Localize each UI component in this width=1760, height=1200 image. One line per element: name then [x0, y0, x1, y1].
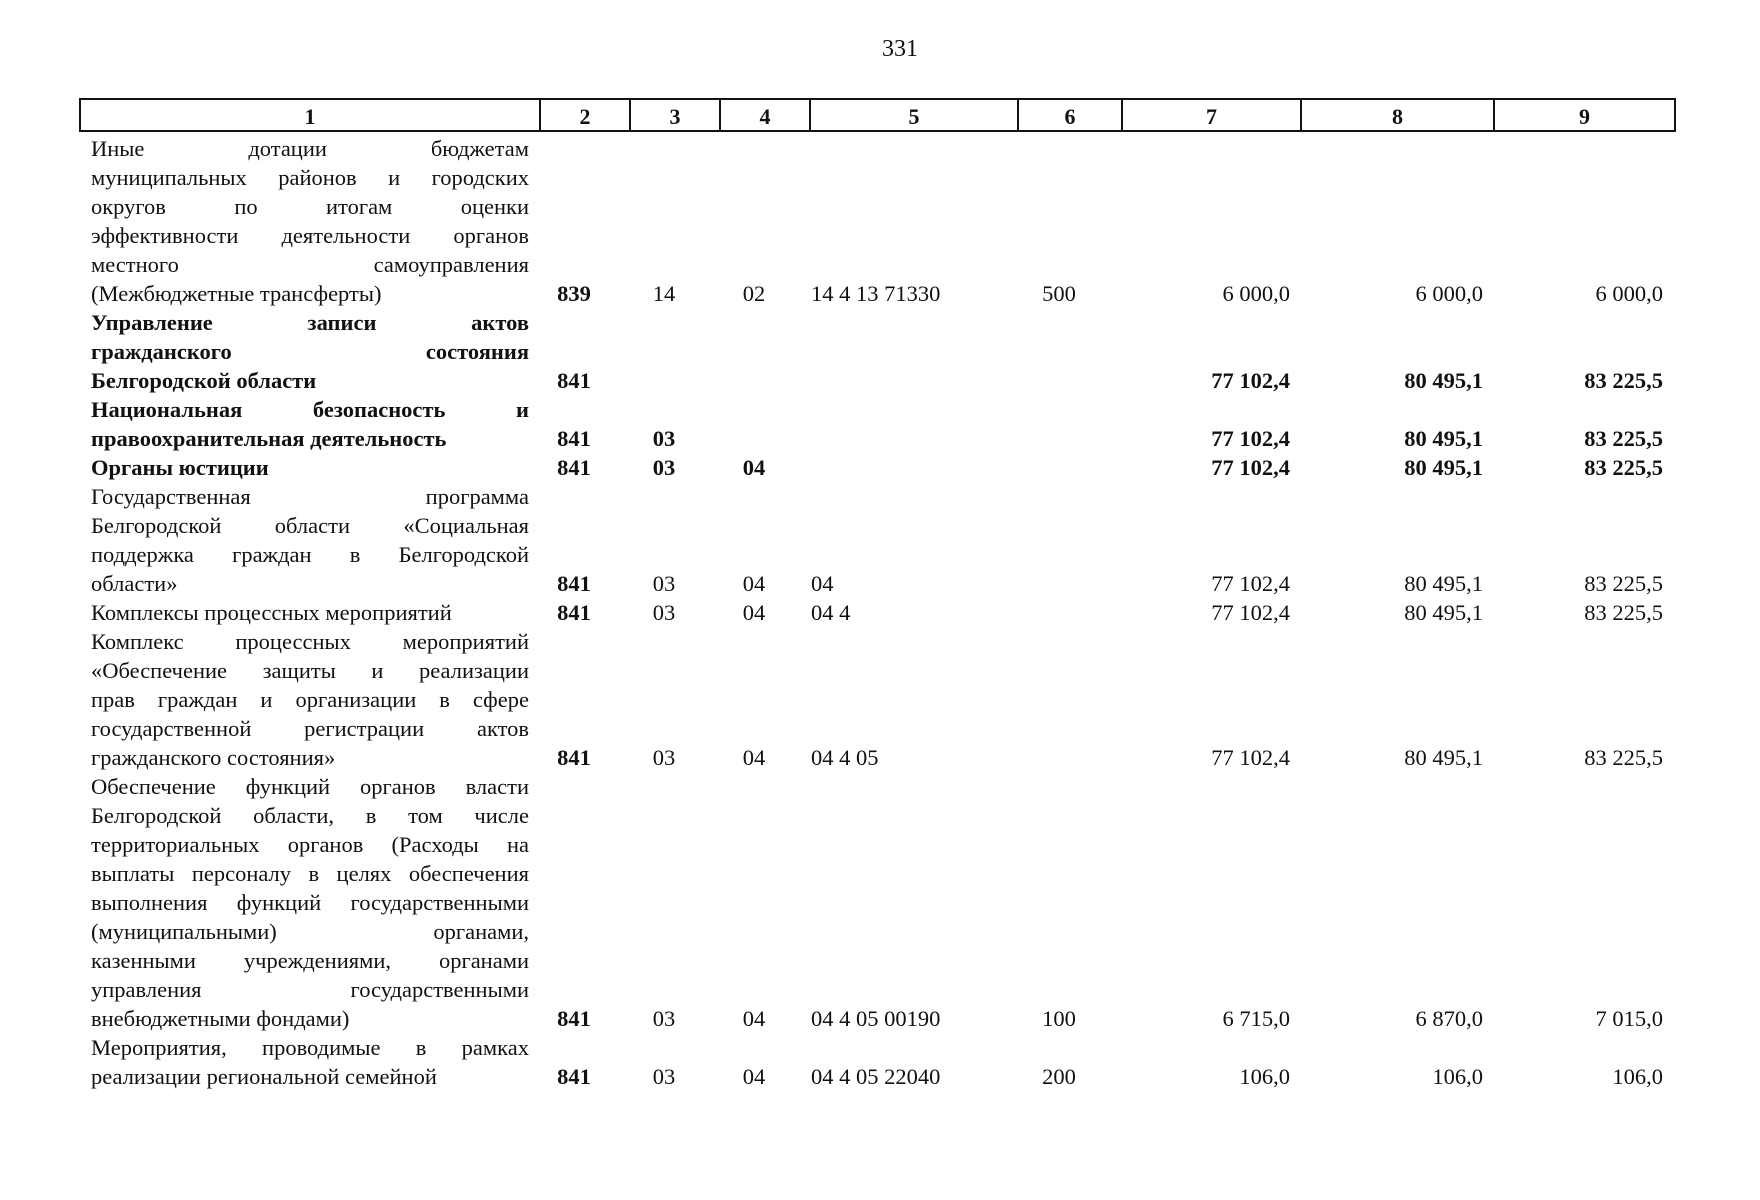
code-subsection: 04 — [742, 455, 766, 480]
row-description — [91, 308, 529, 395]
description-line: Иные дотации бюджетам — [91, 136, 529, 161]
amount-year-1: 77 102,4 — [1211, 600, 1290, 625]
table-row — [91, 772, 1671, 1033]
description-line: государственной регистрации актов — [91, 716, 529, 741]
header-col-5: 5 — [810, 99, 1018, 131]
code-subsection: 04 — [742, 1064, 766, 1089]
description-line: Управление записи актов — [91, 310, 529, 335]
code-subsection: 02 — [742, 281, 766, 306]
code-target-article: 04 4 — [811, 600, 851, 625]
description-line: (муниципальными) органами, — [91, 919, 529, 944]
code-ministry: 841 — [557, 1064, 591, 1089]
amount-year-3: 83 225,5 — [1584, 571, 1663, 596]
code-section: 03 — [652, 571, 676, 596]
code-target-article: 04 4 05 00190 — [811, 1006, 941, 1031]
amount-year-3: 106,0 — [1612, 1064, 1663, 1089]
amount-year-2: 6 000,0 — [1415, 281, 1483, 306]
amount-year-3: 83 225,5 — [1584, 745, 1663, 770]
description-line: казенными учреждениями, органами — [91, 948, 529, 973]
description-line: «Обеспечение защиты и реализации — [91, 658, 529, 683]
code-section: 03 — [652, 745, 676, 770]
code-ministry: 841 — [557, 745, 591, 770]
description-line: управления государственными — [91, 977, 529, 1002]
code-target-article: 04 — [811, 571, 834, 596]
code-ministry: 841 — [557, 600, 591, 625]
description-line: гражданского состояния — [91, 339, 529, 364]
description-line: территориальных органов (Расходы на — [91, 832, 529, 857]
code-subsection: 04 — [742, 600, 766, 625]
description-line: гражданского состояния» — [91, 745, 336, 770]
amount-year-1: 6 000,0 — [1222, 281, 1290, 306]
code-ministry: 839 — [557, 281, 591, 306]
header-col-6: 6 — [1018, 99, 1122, 131]
table-row — [91, 308, 1671, 395]
row-description — [91, 453, 529, 482]
description-line: Органы юстиции — [91, 455, 269, 480]
row-description — [91, 772, 529, 1033]
code-subsection: 04 — [742, 571, 766, 596]
description-line: выплаты персоналу в целях обеспечения — [91, 861, 529, 886]
code-section: 03 — [652, 455, 676, 480]
description-line: поддержка граждан в Белгородской — [91, 542, 529, 567]
amount-year-2: 80 495,1 — [1404, 571, 1483, 596]
amount-year-2: 6 870,0 — [1415, 1006, 1483, 1031]
description-line: Обеспечение функций органов власти — [91, 774, 529, 799]
description-line: Белгородской области — [91, 368, 317, 393]
amount-year-1: 77 102,4 — [1211, 368, 1290, 393]
description-line: Национальная безопасность и — [91, 397, 529, 422]
code-ministry: 841 — [557, 571, 591, 596]
code-section: 03 — [652, 1006, 676, 1031]
description-line: (Межбюджетные трансферты) — [91, 281, 382, 306]
row-description — [91, 1033, 529, 1091]
header-col-7: 7 — [1122, 99, 1301, 131]
table-header — [79, 98, 1676, 132]
header-col-4: 4 — [720, 99, 810, 131]
amount-year-2: 80 495,1 — [1404, 368, 1483, 393]
table-row — [91, 453, 1671, 482]
amount-year-1: 77 102,4 — [1211, 426, 1290, 451]
code-subsection: 04 — [742, 745, 766, 770]
description-line: внебюджетными фондами) — [91, 1006, 350, 1031]
table-body — [91, 134, 1671, 1091]
amount-year-2: 106,0 — [1432, 1064, 1483, 1089]
row-description — [91, 598, 529, 627]
description-line: Белгородской области, в том числе — [91, 803, 529, 828]
code-ministry: 841 — [557, 426, 591, 451]
amount-year-1: 77 102,4 — [1211, 571, 1290, 596]
header-col-2: 2 — [540, 99, 630, 131]
description-line: выполнения функций государственными — [91, 890, 529, 915]
table-row — [91, 395, 1671, 453]
amount-year-3: 6 000,0 — [1595, 281, 1663, 306]
description-line: области» — [91, 571, 178, 596]
amount-year-3: 83 225,5 — [1584, 426, 1663, 451]
amount-year-1: 77 102,4 — [1211, 455, 1290, 480]
amount-year-3: 83 225,5 — [1584, 455, 1663, 480]
amount-year-3: 83 225,5 — [1584, 600, 1663, 625]
page-number: 331 — [882, 36, 918, 62]
table-row — [91, 482, 1671, 598]
amount-year-1: 106,0 — [1239, 1064, 1290, 1089]
header-col-1: 1 — [80, 99, 540, 131]
code-subsection: 04 — [742, 1006, 766, 1031]
description-line: Белгородской области «Социальная — [91, 513, 529, 538]
table-row — [91, 627, 1671, 772]
description-line: округов по итогам оценки — [91, 194, 529, 219]
description-line: Государственная программа — [91, 484, 529, 509]
row-description — [91, 134, 529, 308]
description-line: прав граждан и организации в сфере — [91, 687, 529, 712]
table-row — [91, 598, 1671, 627]
code-expense-type: 200 — [1042, 1064, 1076, 1089]
code-section: 14 — [652, 281, 676, 306]
amount-year-1: 6 715,0 — [1222, 1006, 1290, 1031]
row-description — [91, 482, 529, 598]
code-expense-type: 500 — [1042, 281, 1076, 306]
header-col-3: 3 — [630, 99, 720, 131]
description-line: Мероприятия, проводимые в рамках — [91, 1035, 529, 1060]
header-col-9: 9 — [1494, 99, 1675, 131]
description-line: правоохранительная деятельность — [91, 426, 447, 451]
amount-year-3: 83 225,5 — [1584, 368, 1663, 393]
table-row — [91, 134, 1671, 308]
amount-year-3: 7 015,0 — [1595, 1006, 1663, 1031]
amount-year-1: 77 102,4 — [1211, 745, 1290, 770]
code-target-article: 04 4 05 — [811, 745, 879, 770]
amount-year-2: 80 495,1 — [1404, 426, 1483, 451]
code-ministry: 841 — [557, 455, 591, 480]
code-ministry: 841 — [557, 1006, 591, 1031]
code-section: 03 — [652, 1064, 676, 1089]
row-description — [91, 627, 529, 772]
description-line: Комплексы процессных мероприятий — [91, 600, 452, 625]
amount-year-2: 80 495,1 — [1404, 745, 1483, 770]
description-line: Комплекс процессных мероприятий — [91, 629, 529, 654]
table-row — [91, 1033, 1671, 1091]
code-section: 03 — [652, 600, 676, 625]
description-line: муниципальных районов и городских — [91, 165, 529, 190]
code-target-article: 04 4 05 22040 — [811, 1064, 941, 1089]
row-description — [91, 395, 529, 453]
description-line: местного самоуправления — [91, 252, 529, 277]
code-section: 03 — [652, 426, 676, 451]
header-col-8: 8 — [1301, 99, 1494, 131]
code-ministry: 841 — [557, 368, 591, 393]
amount-year-2: 80 495,1 — [1404, 600, 1483, 625]
description-line: реализации региональной семейной — [91, 1064, 437, 1089]
code-target-article: 14 4 13 71330 — [811, 281, 941, 306]
amount-year-2: 80 495,1 — [1404, 455, 1483, 480]
description-line: эффективности деятельности органов — [91, 223, 529, 248]
code-expense-type: 100 — [1042, 1006, 1076, 1031]
